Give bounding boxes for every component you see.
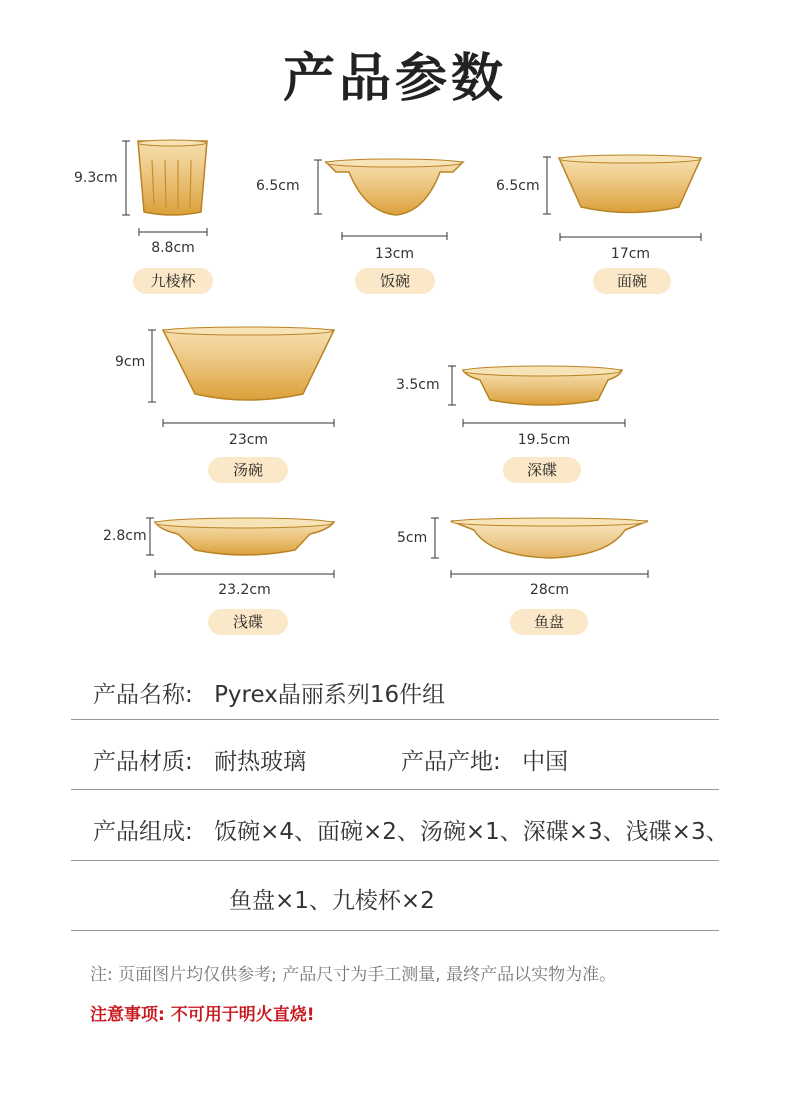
spec-origin-value: 中国 (522, 749, 569, 775)
cup-name: 九棱杯 (133, 268, 213, 294)
soup-bowl-height: 9cm (115, 354, 146, 370)
rice-bowl-name: 饭碗 (355, 268, 435, 294)
cup-height: 9.3cm (74, 170, 118, 186)
fish-plate-height: 5cm (397, 530, 428, 546)
spec-material-row (93, 743, 306, 776)
noodle-bowl-height: 6.5cm (496, 178, 540, 194)
cup-illustration (138, 140, 207, 215)
divider (71, 930, 719, 931)
rice-bowl-width: 13cm (374, 246, 415, 262)
cup-width: 8.8cm (151, 240, 195, 256)
shallow-plate-illustration (155, 518, 334, 555)
spec-name-label: 产品名称: (93, 682, 193, 708)
shallow-plate-height: 2.8cm (103, 528, 147, 544)
deep-plate-width: 19.5cm (517, 432, 571, 448)
spec-origin-row (401, 743, 568, 776)
spec-composition-line1: 饭碗×4、面碗×2、汤碗×1、深碟×3、浅碟×3、 (214, 819, 729, 845)
noodle-bowl-illustration (559, 155, 701, 213)
soup-bowl-width: 23cm (228, 432, 269, 448)
divider (71, 860, 719, 861)
soup-bowl-name: 汤碗 (208, 457, 288, 483)
divider (71, 789, 719, 790)
page-title: 产品参数 (282, 49, 507, 109)
disclaimer-note: 注: 页面图片均仅供参考; 产品尺寸为手工测量, 最终产品以实物为准。 (90, 965, 617, 985)
fish-plate-width: 28cm (529, 582, 570, 598)
warning-note: 注意事项: 不可用于明火直烧! (90, 1005, 315, 1025)
spec-material-label: 产品材质: (93, 749, 193, 775)
deep-plate-name: 深碟 (503, 457, 581, 483)
rice-bowl-height: 6.5cm (256, 178, 300, 194)
shallow-plate-width: 23.2cm (218, 582, 271, 598)
spec-material-value: 耐热玻璃 (214, 749, 307, 775)
deep-plate-height: 3.5cm (396, 377, 440, 393)
spec-name-value: Pyrex晶丽系列16件组 (214, 682, 446, 708)
spec-composition-row (93, 813, 729, 846)
shallow-plate-name: 浅碟 (208, 609, 288, 635)
spec-composition-label: 产品组成: (93, 819, 193, 845)
spec-origin-label: 产品产地: (401, 749, 501, 775)
noodle-bowl-name: 面碗 (593, 268, 671, 294)
rice-bowl-illustration (326, 159, 463, 215)
spec-composition-line2: 鱼盘×1、九棱杯×2 (229, 888, 435, 914)
soup-bowl-illustration (163, 327, 334, 400)
noodle-bowl-width: 17cm (610, 246, 651, 262)
spec-name-row (93, 676, 445, 709)
deep-plate-illustration (463, 366, 622, 405)
divider (71, 719, 719, 720)
fish-plate-name: 鱼盘 (510, 609, 588, 635)
fish-plate-illustration (451, 518, 648, 558)
